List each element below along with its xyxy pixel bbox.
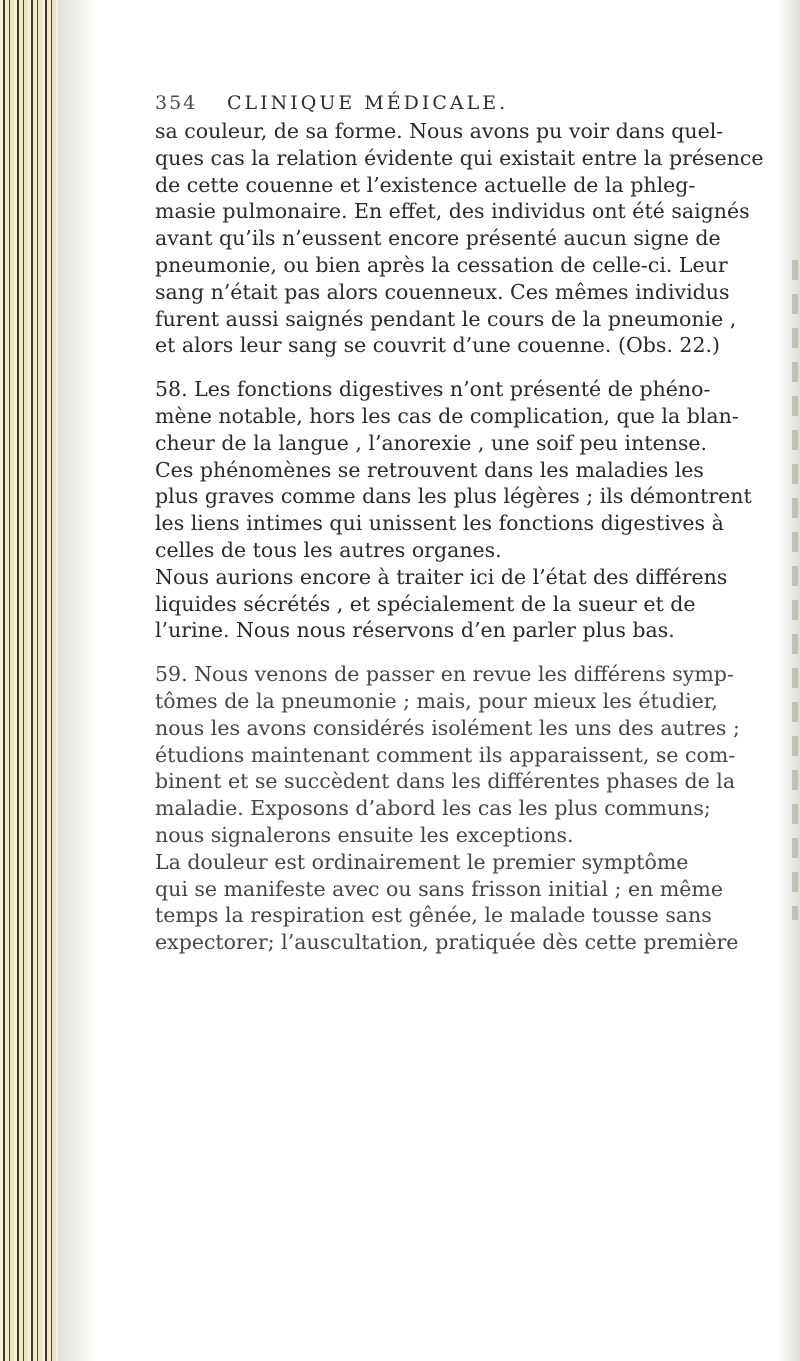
text-line: masie pulmonaire. En effet, des individus ont été saignés xyxy=(155,199,750,224)
text-line: étudions maintenant comment ils apparaissent, se com- xyxy=(155,742,736,767)
text-line: binent et se succèdent dans les différentes phases de la xyxy=(155,769,736,794)
paragraph-gap xyxy=(155,644,770,661)
text-line: liquides sécrétés , et spécialement de la sueur et de xyxy=(155,591,696,616)
text-line: furent aussi saignés pendant le cours de la pneumonie , xyxy=(155,306,737,331)
gutter-shadow xyxy=(58,0,98,1361)
text-line: La douleur est ordinairement le premier symptôme xyxy=(155,849,689,874)
paragraph-liquides xyxy=(155,564,770,644)
text-line: plus graves comme dans les plus légères ; ils démontrent xyxy=(155,484,752,509)
paragraph-58 xyxy=(155,376,770,564)
text-line: Ces phénomènes se retrouvent dans les maladies les xyxy=(155,457,704,482)
text-line: ques cas la relation évidente qui existait entre la présence xyxy=(155,145,764,170)
page-number: 354 xyxy=(155,92,198,114)
text-line: nous les avons considérés isolément les uns des autres ; xyxy=(155,715,740,740)
text-line: et alors leur sang se couvrit d’une couenne. (Obs. 22.) xyxy=(155,333,721,358)
paragraph-gap xyxy=(155,359,770,376)
paragraph-59 xyxy=(155,661,770,849)
text-line: 58. Les fonctions digestives n’ont présenté de phéno- xyxy=(155,377,711,402)
text-line: de cette couenne et l’existence actuelle de la phleg- xyxy=(155,172,696,197)
text-line: tômes de la pneumonie ; mais, pour mieux les étudier, xyxy=(155,688,718,713)
text-line: cheur de la langue , l’anorexie , une soif peu intense. xyxy=(155,430,708,455)
text-line: mène notable, hors les cas de complication, que la blan- xyxy=(155,403,739,428)
text-line: les liens intimes qui unissent les fonctions digestives à xyxy=(155,511,724,536)
running-title: CLINIQUE MÉDICALE. xyxy=(227,92,509,114)
running-head xyxy=(155,90,770,118)
text-line: Nous aurions encore à traiter ici de l’état des différens xyxy=(155,564,728,589)
text-line: nous signalerons ensuite les exceptions. xyxy=(155,822,574,847)
book-page xyxy=(155,90,770,956)
book-binding-edge xyxy=(0,0,58,1361)
text-line: qui se manifeste avec ou sans frisson initial ; en même xyxy=(155,876,723,901)
paragraph-douleur xyxy=(155,849,770,956)
text-line: celles de tous les autres organes. xyxy=(155,537,502,562)
text-line: expectorer; l’auscultation, pratiquée dès cette première xyxy=(155,930,739,955)
text-line: 59. Nous venons de passer en revue les différens symp- xyxy=(155,662,734,687)
text-line: sang n’était pas alors couenneux. Ces mêmes individus xyxy=(155,279,730,304)
text-line: temps la respiration est gênée, le malade tousse sans xyxy=(155,903,712,928)
text-line: maladie. Exposons d’abord les cas les plus communs; xyxy=(155,796,711,821)
page-edge xyxy=(778,0,800,1361)
paragraph-1 xyxy=(155,118,770,359)
text-line: sa couleur, de sa forme. Nous avons pu voir dans quel- xyxy=(155,119,724,143)
text-line: pneumonie, ou bien après la cessation de celle-ci. Leur xyxy=(155,252,728,277)
text-line: avant qu’ils n’eussent encore présenté aucun signe de xyxy=(155,226,721,251)
text-line: l’urine. Nous nous réservons d’en parler plus bas. xyxy=(155,618,675,643)
